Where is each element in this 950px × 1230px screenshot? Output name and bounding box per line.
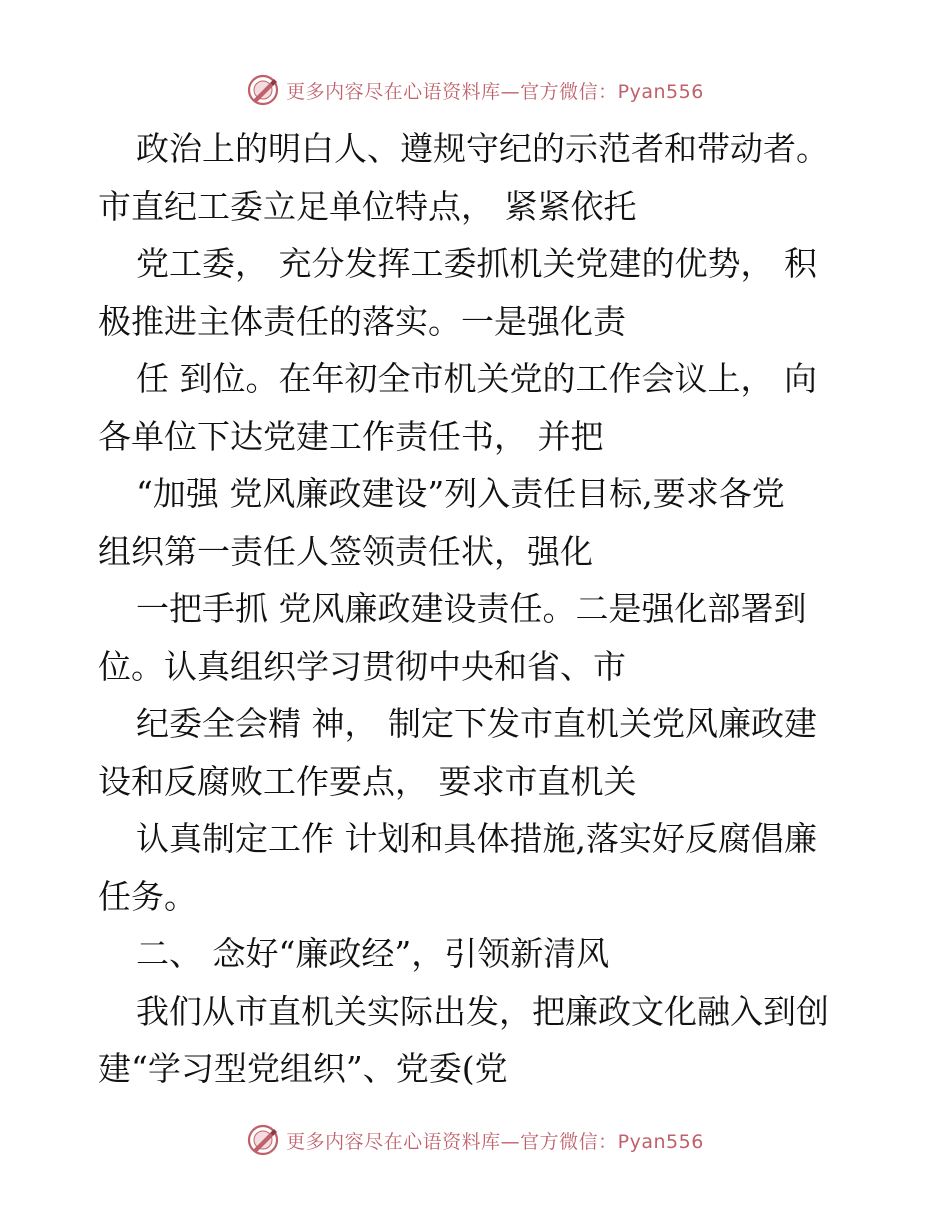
text-line: 位。认真组织学习贯彻中央和省、市 [98, 646, 626, 686]
text-line: 组织第一责任人签领责任状，强化 [98, 531, 593, 571]
text-line: 党工委， 充分发挥工委抓机关党建的优势， 积 [136, 244, 817, 283]
text-line: 市直纪工委立足单位特点， 紧紧依托 [98, 186, 637, 226]
pen-seal-icon [246, 1123, 280, 1157]
text-line: 各单位下达党建工作责任书， 并把 [98, 416, 604, 456]
text-line: 极推进主体责任的落实。一是强化责 [98, 301, 626, 341]
footer-brand-text: 更多内容尽在心语资料库—官方微信：Pyan556 [286, 1130, 704, 1153]
text-line: 政治上的明白人、遵规守纪的示范者和带动者。 [136, 129, 829, 168]
text-line: 一把手抓 党风廉政建设责任。二是强化部署到 [136, 589, 807, 628]
header-watermark [0, 70, 950, 110]
text-line: 纪委全会精 神， 制定下发市直机关党风廉政建 [136, 704, 817, 743]
text-line: 认真制定工作 计划和具体措施,落实好反腐倡廉 [136, 819, 817, 858]
text-line: 设和反腐败工作要点， 要求市直机关 [98, 761, 637, 801]
text-line: “加强 党风廉政建设”列入责任目标,要求各党 [136, 474, 785, 513]
section-heading: 二、 念好“廉政经”，引领新清风 [136, 934, 610, 973]
pen-seal-icon [246, 73, 280, 107]
header-brand-text: 更多内容尽在心语资料库—官方微信：Pyan556 [286, 80, 704, 103]
text-line: 任 到位。在年初全市机关党的工作会议上， 向 [136, 359, 817, 398]
document-body [98, 120, 858, 1098]
text-line: 建“学习型党组织”、党委(党 [98, 1049, 508, 1088]
footer-watermark [0, 1120, 950, 1160]
text-line: 任务。 [98, 876, 197, 916]
text-line: 我们从市直机关实际出发，把廉政文化融入到创 [136, 991, 829, 1031]
